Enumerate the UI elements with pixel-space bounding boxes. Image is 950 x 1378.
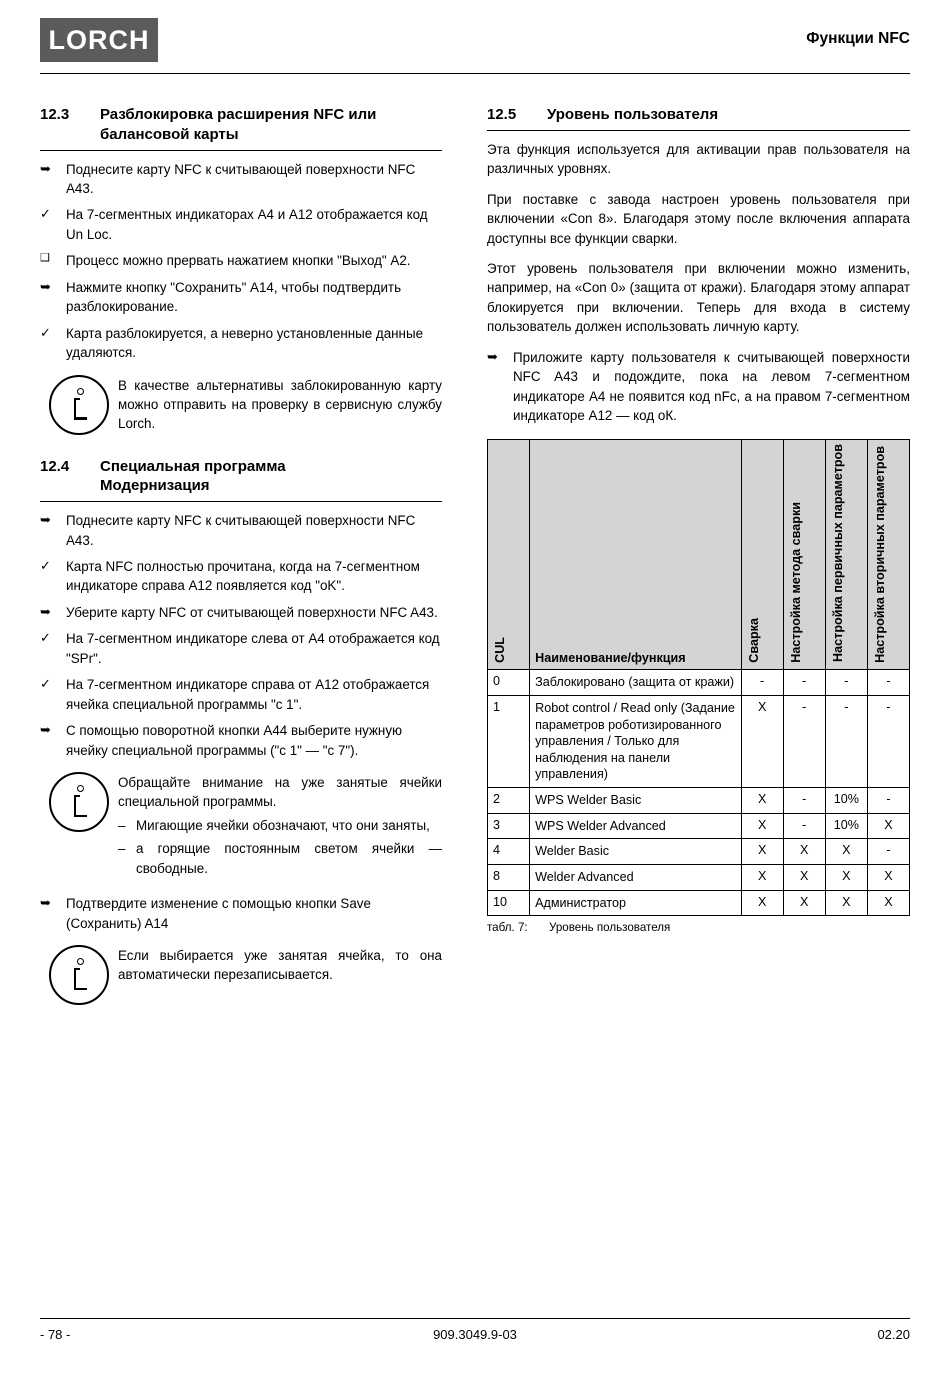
section-12-3-rule — [40, 150, 442, 151]
cell-method: - — [783, 813, 825, 839]
section-12-4-title-line2: Модернизация — [100, 477, 210, 495]
cell-cul: 3 — [488, 813, 530, 839]
cell-primary: - — [825, 696, 867, 788]
note-dash-text: Мигающие ячейки обозначают, что они заняты, — [136, 817, 430, 833]
note-dash-item — [118, 816, 442, 835]
document-date: 02.20 — [877, 1327, 910, 1342]
section-12-4-list-2 — [40, 894, 442, 933]
cell-welding: X — [741, 839, 783, 865]
section-12-3-list — [40, 160, 442, 363]
cell-welding: X — [741, 864, 783, 890]
paragraph: При поставке с завода настроен уровень пользователя при включении «Con 8». Благодаря этому после включения аппарата доступны все функции сварки. — [487, 191, 910, 246]
cell-secondary: - — [867, 788, 909, 814]
table-header-row — [488, 440, 910, 670]
lorch-logo: LORCH — [40, 18, 158, 62]
list-item-text: На 7-сегментном индикаторе слева от A4 отображается код "SPr". — [66, 631, 440, 666]
cell-secondary: X — [867, 890, 909, 916]
section-12-3-number: 12.3 — [40, 106, 70, 123]
cell-cul: 10 — [488, 890, 530, 916]
list-item-text: Карта разблокируется, а неверно установленные данные удаляются. — [66, 325, 424, 361]
section-12-4-title — [100, 457, 442, 497]
cell-welding: X — [741, 813, 783, 839]
list-item-text: Процесс можно прервать нажатием кнопки "Выход" A2. — [66, 253, 411, 269]
section-12-4-list — [40, 511, 442, 760]
arrow-icon: ➥ — [487, 348, 498, 364]
arrow-icon: ➥ — [40, 895, 51, 911]
square-icon: ❑ — [40, 252, 50, 265]
list-item — [487, 348, 910, 426]
list-item — [40, 721, 442, 760]
paragraph: Эта функция используется для активации прав пользователя на различных уровнях. — [487, 141, 910, 177]
cell-secondary: - — [867, 670, 909, 696]
list-item-text: Поднесите карту NFC к считывающей поверхности NFC A43. — [66, 161, 416, 197]
section-12-3-heading — [40, 105, 442, 145]
check-icon: ✓ — [40, 558, 51, 573]
header-title: Функции NFC — [806, 30, 910, 47]
cell-method: X — [783, 839, 825, 865]
cell-method: X — [783, 890, 825, 916]
table-caption — [487, 921, 910, 934]
list-item-text: Уберите карту NFC от считывающей поверхности NFC A43. — [66, 604, 438, 620]
cell-welding: X — [741, 788, 783, 814]
cell-method: - — [783, 788, 825, 814]
table-row — [488, 890, 910, 916]
footer-divider — [40, 1318, 910, 1319]
cell-cul: 1 — [488, 696, 530, 788]
note-text: Если выбирается уже занятая ячейка, то она автоматически перезаписывается. — [118, 948, 442, 983]
section-12-3 — [40, 105, 442, 435]
section-12-5-heading — [487, 105, 910, 125]
list-item-text: На 7-сегментных индикаторах A4 и A12 отображается код Un Loc. — [66, 207, 428, 242]
note-block — [40, 373, 442, 435]
dash-icon: – — [118, 841, 126, 857]
section-12-3-title: Разблокировка расширения NFC или балансовой карты — [100, 106, 377, 143]
check-icon: ✓ — [40, 206, 51, 222]
section-12-4-title-line1: Специальная программа — [100, 457, 286, 475]
paragraph: Этот уровень пользователя при включении можно изменить, например, на «Con 0» (защита от кражи). Благодаря этому аппарат блокируется при включении. Теперь для входа в систему пользователь должен использовать личную карту. — [487, 260, 910, 335]
column-header-secondary-params: Настройка вторичных параметров — [867, 440, 909, 670]
document-number: 909.3049.9-03 — [433, 1327, 517, 1342]
cell-primary: X — [825, 839, 867, 865]
cell-name: Заблокировано (защита от кражи) — [530, 670, 742, 696]
note-text: В качестве альтернативы заблокированную карту можно отправить на проверку в сервисную службу Lorch. — [118, 377, 442, 432]
cell-name: Welder Advanced — [530, 864, 742, 890]
list-item-text: На 7-сегментном индикаторе справа от A12 отображается ячейка специальной программы "c 1". — [66, 677, 430, 712]
cell-primary: X — [825, 890, 867, 916]
list-item — [40, 603, 442, 622]
cell-cul: 2 — [488, 788, 530, 814]
column-header-method-setting: Настройка метода сварки — [783, 440, 825, 670]
arrow-icon: ➥ — [40, 722, 51, 738]
info-icon — [40, 943, 118, 1005]
section-12-4-rule — [40, 501, 442, 502]
list-item — [40, 251, 442, 270]
table-caption-label: табл. 7: — [487, 921, 528, 935]
table-row — [488, 813, 910, 839]
check-icon: ✓ — [40, 676, 51, 692]
note-dash-item — [118, 839, 442, 878]
section-12-5-rule — [487, 130, 910, 131]
section-12-5-title: Уровень пользователя — [547, 106, 719, 123]
list-item — [40, 160, 442, 199]
note-block — [40, 943, 442, 1005]
note-block — [40, 770, 442, 878]
list-item-text: Нажмите кнопку "Сохранить" A14, чтобы подтвердить разблокирование. — [66, 279, 402, 315]
section-12-4 — [40, 457, 442, 1005]
section-12-4-heading — [40, 457, 442, 497]
check-icon: ✓ — [40, 630, 51, 646]
note-dash-text: а горящие постоянным светом ячейки — свободные. — [136, 841, 442, 876]
cell-cul: 0 — [488, 670, 530, 696]
column-header-cul: CUL — [488, 440, 530, 670]
cell-secondary: X — [867, 813, 909, 839]
list-item — [40, 894, 442, 933]
arrow-icon: ➥ — [40, 160, 51, 176]
list-item-text: Поднесите карту NFC к считывающей поверхности NFC A43. — [66, 513, 416, 548]
table-row — [488, 839, 910, 865]
cell-method: X — [783, 864, 825, 890]
arrow-icon: ➥ — [40, 512, 51, 528]
info-icon — [40, 770, 118, 878]
cell-name: Администратор — [530, 890, 742, 916]
page-number: - 78 - — [40, 1327, 71, 1342]
section-12-4-number: 12.4 — [40, 457, 70, 475]
cell-cul: 8 — [488, 864, 530, 890]
info-icon — [40, 373, 118, 435]
column-header-welding: Сварка — [741, 440, 783, 670]
list-item — [40, 278, 442, 317]
cell-primary: X — [825, 864, 867, 890]
list-item-text: Приложите карту пользователя к считывающей поверхности NFC A43 и подождите, пока на левом 7-сегментном индикаторе A4 не появится код nFc, а на правом 7-сегментном индикаторе A12 — код оК. — [513, 349, 910, 424]
cell-welding: - — [741, 670, 783, 696]
arrow-icon: ➥ — [40, 603, 51, 619]
table-row — [488, 864, 910, 890]
cell-name: WPS Welder Advanced — [530, 813, 742, 839]
list-item-text: С помощью поворотной кнопки A44 выберите нужную ячейку специальной программы ("c 1" — "c 7"). — [66, 723, 403, 758]
cell-primary: - — [825, 670, 867, 696]
table-caption-text: Уровень пользователя — [549, 921, 671, 935]
column-header-primary-params: Настройка первичных параметров — [825, 440, 867, 670]
list-item-text: Карта NFC полностью прочитана, когда на 7-сегментном индикаторе справа A12 появляется код "oK". — [66, 559, 420, 594]
right-column — [487, 105, 910, 940]
list-item — [40, 675, 442, 714]
dash-icon: – — [118, 817, 126, 833]
list-item-text: Подтвердите изменение с помощью кнопки Save (Сохранить) A14 — [66, 896, 371, 931]
list-item — [40, 511, 442, 550]
left-column — [40, 105, 442, 1021]
cell-secondary: X — [867, 864, 909, 890]
section-12-5-number: 12.5 — [487, 106, 517, 123]
check-icon: ✓ — [40, 324, 51, 340]
cell-method: - — [783, 696, 825, 788]
arrow-icon: ➥ — [40, 278, 51, 294]
header-divider — [40, 73, 910, 74]
column-header-name: Наименование/функция — [530, 440, 742, 670]
cell-name: Welder Basic — [530, 839, 742, 865]
cell-cul: 4 — [488, 839, 530, 865]
cell-secondary: - — [867, 696, 909, 788]
cell-primary: 10% — [825, 788, 867, 814]
list-item — [40, 629, 442, 668]
cell-welding: X — [741, 696, 783, 788]
section-12-5 — [487, 105, 910, 934]
table-row — [488, 670, 910, 696]
table-row — [488, 788, 910, 814]
cell-welding: X — [741, 890, 783, 916]
section-12-5-list — [487, 348, 910, 426]
cell-primary: 10% — [825, 813, 867, 839]
cell-name: Robot control / Read only (Задание параметров роботизированного управления / Только для наблюдения на панели управления) — [530, 696, 742, 788]
list-item — [40, 205, 442, 244]
table-row — [488, 696, 910, 788]
note-text — [118, 770, 442, 878]
user-levels-table — [487, 439, 910, 916]
cell-method: - — [783, 670, 825, 696]
page-header — [40, 18, 910, 70]
cell-name: WPS Welder Basic — [530, 788, 742, 814]
note-intro: Обращайте внимание на уже занятые ячейки специальной программы. — [118, 774, 442, 810]
list-item — [40, 324, 442, 363]
list-item — [40, 557, 442, 596]
cell-secondary: - — [867, 839, 909, 865]
